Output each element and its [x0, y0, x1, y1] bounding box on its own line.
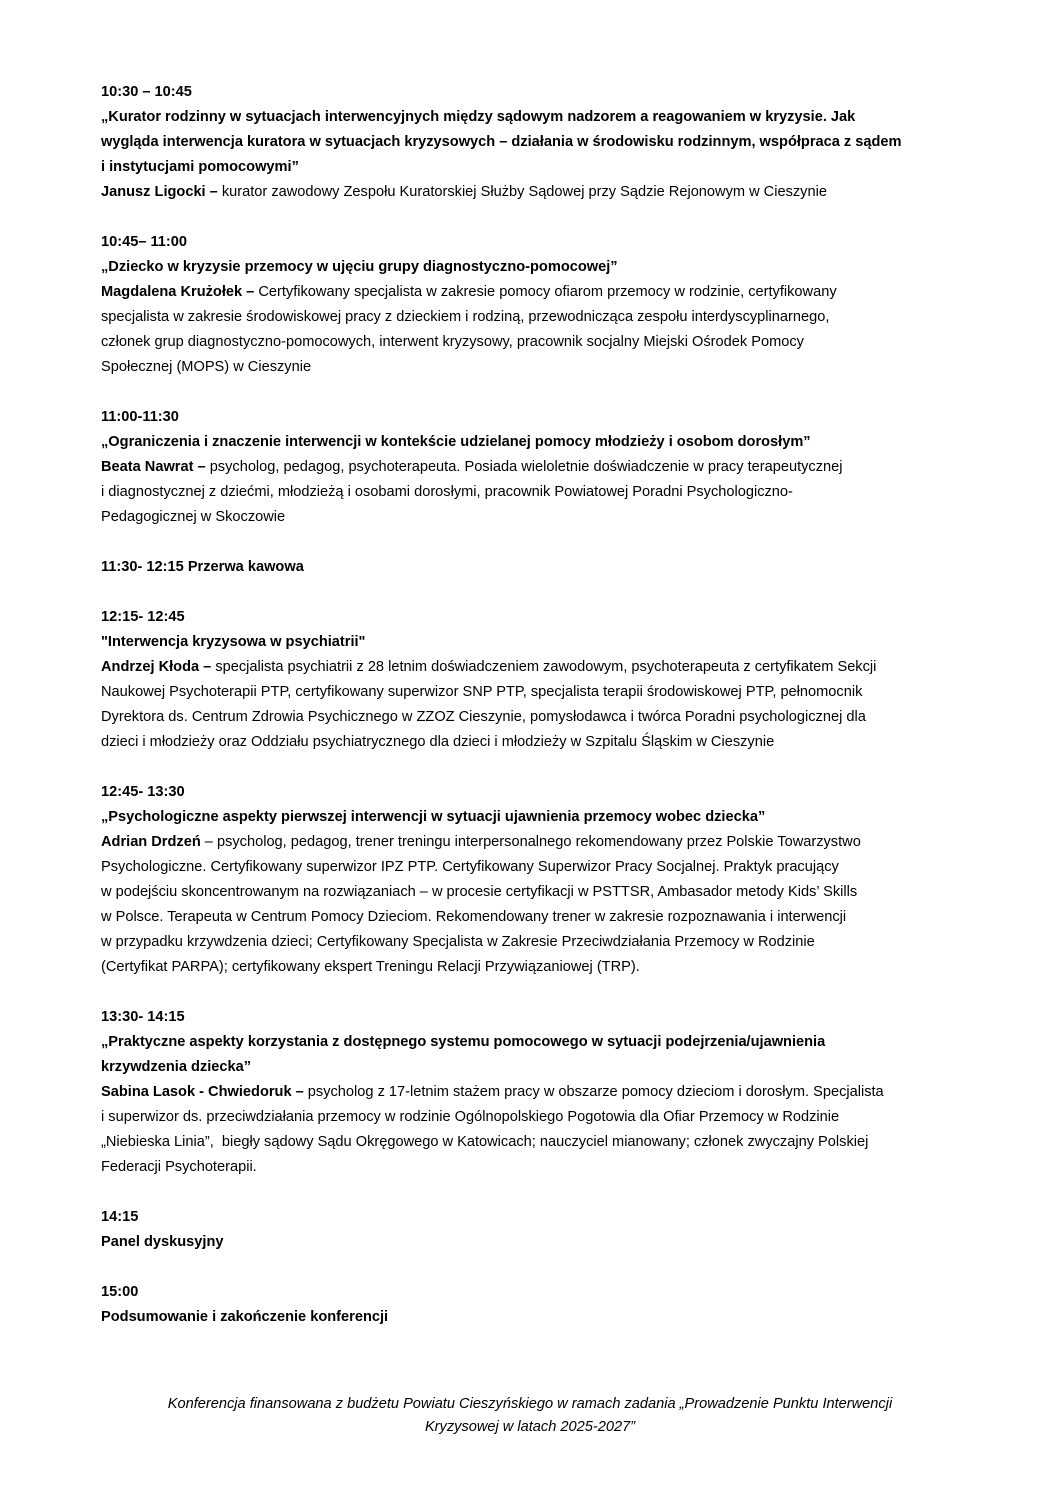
slot-time: 15:00: [101, 1284, 139, 1300]
program-slot: [101, 230, 961, 380]
slot-time: 14:15: [101, 1209, 139, 1225]
slot-description-line: „Niebieska Linia”, biegły sądowy Sądu Okręgowego w Katowicach; nauczyciel mianowany; członek zwyczajny Polskiej: [101, 1134, 869, 1150]
slot-time: 10:45– 11:00: [101, 234, 188, 250]
slot-title-line: i instytucjami pomocowymi”: [101, 159, 299, 175]
slot-title-line: Podsumowanie i zakończenie konferencji: [101, 1309, 389, 1325]
slot-description-line: Psychologiczne. Certyfikowany superwizor IPZ PTP. Certyfikowany Superwizor Pracy Socjalnej. Praktyk pracujący: [101, 859, 839, 875]
speaker-name: Beata Nawrat –: [101, 459, 206, 475]
slot-description-line: [101, 280, 961, 305]
program-slot: [101, 605, 961, 755]
speaker-bio: Certyfikowany specjalista w zakresie pomocy ofiarom przemocy w rodzinie, certyfikowany: [254, 284, 837, 300]
speaker-name: Janusz Ligocki –: [101, 184, 218, 200]
program-slot: [101, 555, 961, 580]
slot-description-line: w Polsce. Terapeuta w Centrum Pomocy Dzieciom. Rekomendowany trener w zakresie rozpoznawania i interwencji: [101, 909, 847, 925]
slot-time: 12:45- 13:30: [101, 784, 185, 800]
funding-footer: [100, 1393, 960, 1439]
speaker-bio: specjalista psychiatrii z 28 letnim doświadczeniem zawodowym, psychoterapeuta z certyfikatem Sekcji: [211, 659, 877, 675]
program-slot: [101, 80, 961, 205]
slot-title-line: „Ograniczenia i znaczenie interwencji w kontekście udzielanej pomocy młodzieży i osobom dorosłym”: [101, 434, 811, 450]
slot-description-line: (Certyfikat PARPA); certyfikowany ekspert Treningu Relacji Przywiązaniowej (TRP).: [101, 959, 640, 975]
slot-time: 13:30- 14:15: [101, 1009, 185, 1025]
slot-time: 11:00-11:30: [101, 409, 179, 425]
slot-description-line: Naukowej Psychoterapii PTP, certyfikowany superwizor SNP PTP, specjalista terapii środowiskowej PTP, pełnomocnik: [101, 684, 863, 700]
program-slot: [101, 405, 961, 530]
slot-description-line: Pedagogicznej w Skoczowie: [101, 509, 286, 525]
slot-description-line: specjalista w zakresie środowiskowej pracy z dzieckiem i rodziną, przewodnicząca zespołu interdyscyplinarnego,: [101, 309, 830, 325]
program-slot: [101, 1205, 961, 1255]
speaker-name: Magdalena Krużołek –: [101, 284, 255, 300]
slot-description-line: Społecznej (MOPS) w Cieszynie: [101, 359, 312, 375]
footer-line-2: Kryzysowej w latach 2025-2027”: [424, 1419, 636, 1435]
slot-description-line: w przypadku krzywdzenia dzieci; Certyfikowany Specjalista w Zakresie Przeciwdziałania Przemocy w Rodzinie: [101, 934, 815, 950]
slot-description-line: Federacji Psychoterapii.: [101, 1159, 257, 1175]
slot-title-line: „Kurator rodzinny w sytuacjach interwencyjnych między sądowym nadzorem a reagowaniem w kryzysie. Jak: [101, 109, 856, 125]
slot-description-line: Dyrektora ds. Centrum Zdrowia Psychicznego w ZZOZ Cieszynie, pomysłodawca i twórca Poradni psychologicznej dla: [101, 709, 866, 725]
program-slot: [101, 1005, 961, 1180]
slot-description-line: w podejściu skoncentrowanym na rozwiązaniach – w procesie certyfikacji w PSTTSR, Ambasador metody Kids’ Skills: [101, 884, 858, 900]
slot-title-line: Panel dyskusyjny: [101, 1234, 224, 1250]
slot-title-line: wygląda interwencja kuratora w sytuacjach kryzysowych – działania w środowisku rodzinnym, współpraca z sądem: [101, 134, 902, 150]
slot-description-line: [101, 655, 961, 680]
slot-time: 10:30 – 10:45: [101, 84, 192, 100]
slot-description-line: [101, 180, 961, 205]
speaker-bio: kurator zawodowy Zespołu Kuratorskiej Służby Sądowej przy Sądzie Rejonowym w Cieszynie: [217, 184, 827, 200]
speaker-name: Adrian Drdzeń: [101, 834, 201, 850]
slot-title-line: „Dziecko w kryzysie przemocy w ujęciu grupy diagnostyczno-pomocowej”: [101, 259, 618, 275]
program-slot: [101, 780, 961, 980]
slot-description-line: [101, 455, 961, 480]
program-slot: [101, 1280, 961, 1330]
speaker-bio: psycholog, pedagog, psychoterapeuta. Posiada wieloletnie doświadczenie w pracy terapeutycznej: [205, 459, 843, 475]
slot-description-line: [101, 830, 961, 855]
speaker-name: Andrzej Kłoda –: [101, 659, 212, 675]
speaker-bio: psycholog z 17-letnim stażem pracy w obszarze pomocy dzieciom i dorosłym. Specjalista: [303, 1084, 884, 1100]
slot-description-line: i superwizor ds. przeciwdziałania przemocy w rodzinie Ogólnopolskiego Pogotowia dla Ofiar Przemocy w Rodzinie: [101, 1109, 840, 1125]
slot-description-line: członek grup diagnostyczno-pomocowych, interwent kryzysowy, pracownik socjalny Miejski Ośrodek Pomocy: [101, 334, 804, 350]
program-document: [101, 80, 961, 1355]
slot-title-line: „Praktyczne aspekty korzystania z dostępnego systemu pomocowego w sytuacji podejrzenia/ujawnienia: [101, 1034, 826, 1050]
speaker-bio: – psycholog, pedagog, trener treningu interpersonalnego rekomendowany przez Polskie Towarzystwo: [200, 834, 861, 850]
slot-title-line: „Psychologiczne aspekty pierwszej interwencji w sytuacji ujawnienia przemocy wobec dziecka”: [101, 809, 766, 825]
speaker-name: Sabina Lasok - Chwiedoruk –: [101, 1084, 304, 1100]
slot-title-line: "Interwencja kryzysowa w psychiatrii": [101, 634, 366, 650]
slot-title-line: krzywdzenia dziecka”: [101, 1059, 252, 1075]
slot-description-line: dzieci i młodzieży oraz Oddziału psychiatrycznego dla dzieci i młodzieży w Szpitalu Śląskim w Cieszynie: [101, 734, 775, 750]
footer-line-1: Konferencja finansowana z budżetu Powiatu Cieszyńskiego w ramach zadania „Prowadzenie Punktu Interwencji: [167, 1396, 893, 1412]
slot-time: 12:15- 12:45: [101, 609, 185, 625]
slot-description-line: i diagnostycznej z dziećmi, młodzieżą i osobami dorosłymi, pracownik Powiatowej Poradni Psychologiczno-: [101, 484, 793, 500]
slot-description-line: [101, 1080, 961, 1105]
slot-time: 11:30- 12:15 Przerwa kawowa: [101, 559, 304, 575]
